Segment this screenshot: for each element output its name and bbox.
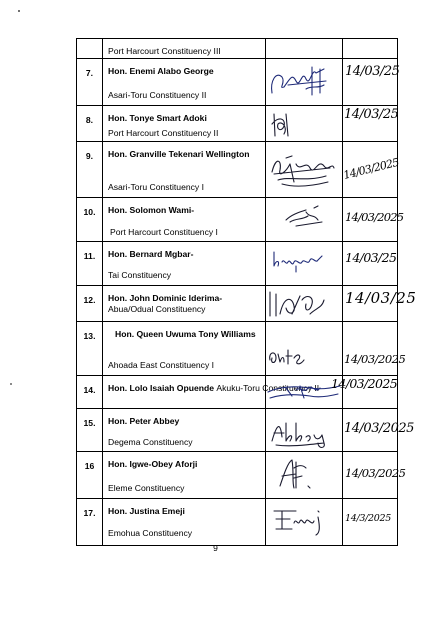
handwritten-date: 14/03/25 bbox=[345, 289, 417, 307]
handwritten-date: 14/03/25 bbox=[345, 64, 400, 79]
date-cell bbox=[343, 499, 398, 546]
table-row bbox=[77, 286, 398, 322]
constituency-text: Asari-Toru Constituency I bbox=[108, 182, 204, 192]
constituency-text: Port Harcourt Constituency II bbox=[108, 128, 219, 138]
page-number: 9 bbox=[213, 543, 218, 553]
handwritten-signature bbox=[266, 106, 342, 142]
handwritten-date: 14/03/2025 bbox=[345, 210, 404, 224]
handwritten-date: 14/03/2025 bbox=[345, 466, 406, 480]
member-cell bbox=[103, 322, 266, 376]
member-name: Hon. Queen Uwuma Tony Williams bbox=[115, 329, 256, 339]
signature-cell bbox=[266, 198, 343, 242]
handwritten-date: 14/03/2025 bbox=[342, 155, 400, 182]
member-cell bbox=[103, 409, 266, 452]
row-number-cell: 9. bbox=[77, 142, 103, 198]
handwritten-date: 14/03/2025 bbox=[344, 421, 414, 436]
constituency-text: Abua/Odual Constituency bbox=[108, 304, 206, 314]
signature-cell bbox=[266, 452, 343, 499]
table-row bbox=[77, 59, 398, 106]
constituency-text: Akuku-Toru Constituency II bbox=[216, 383, 320, 393]
constituency-text: Emohua Constituency bbox=[108, 528, 193, 538]
table-row bbox=[77, 242, 398, 286]
member-cell bbox=[103, 286, 266, 322]
member-name: Hon. Peter Abbey bbox=[108, 416, 180, 426]
date-cell bbox=[343, 242, 398, 286]
member-cell bbox=[103, 59, 266, 106]
handwritten-date: 14/03/2025 bbox=[344, 352, 406, 366]
scan-speck bbox=[10, 383, 12, 385]
table-row bbox=[77, 376, 398, 409]
table-row bbox=[77, 499, 398, 546]
signature-cell bbox=[266, 409, 343, 452]
signature-cell bbox=[266, 286, 343, 322]
row-number-cell: 16 bbox=[77, 452, 103, 499]
row-number-cell bbox=[77, 39, 103, 59]
row-number-cell: 7. bbox=[77, 59, 103, 106]
signature-cell bbox=[266, 106, 343, 142]
constituency-text: Eleme Constituency bbox=[108, 483, 185, 493]
row-number-cell: 14. bbox=[77, 376, 103, 409]
handwritten-signature bbox=[266, 142, 342, 198]
constituency-text: Port Harcourt Constituency I bbox=[110, 227, 218, 237]
handwritten-signature bbox=[266, 409, 342, 452]
date-cell bbox=[343, 286, 417, 322]
constituency-text: Degema Constituency bbox=[108, 437, 193, 447]
scan-speck bbox=[18, 10, 20, 12]
member-cell bbox=[103, 198, 266, 242]
handwritten-date: 14/03/2025 bbox=[331, 376, 398, 391]
date-cell bbox=[343, 452, 406, 499]
row-number-cell: 10. bbox=[77, 198, 103, 242]
handwritten-signature bbox=[266, 242, 342, 286]
member-cell bbox=[103, 499, 266, 546]
handwritten-signature bbox=[266, 499, 342, 546]
date-cell bbox=[343, 142, 398, 198]
member-cell bbox=[103, 242, 266, 286]
member-name: Hon. Justina Emeji bbox=[108, 506, 185, 516]
handwritten-signature bbox=[266, 198, 342, 242]
member-name: Hon. Tonye Smart Adoki bbox=[108, 113, 207, 123]
table-row bbox=[77, 39, 398, 59]
member-cell bbox=[103, 376, 320, 409]
constituency-text: Port Harcourt Constituency III bbox=[108, 46, 221, 56]
date-cell bbox=[343, 322, 406, 376]
signature-cell bbox=[266, 499, 343, 546]
member-name: Hon. Bernard Mgbar- bbox=[108, 249, 194, 259]
member-name: Hon. Granville Tekenari Wellington bbox=[108, 149, 250, 159]
signature-cell bbox=[266, 322, 343, 376]
signature-cell bbox=[266, 59, 343, 106]
constituency-text: Asari-Toru Constituency II bbox=[108, 90, 207, 100]
member-name: Hon. John Dominic Iderima- bbox=[108, 293, 223, 303]
handwritten-signature bbox=[266, 452, 342, 499]
handwritten-date: 14/03/25 bbox=[345, 250, 397, 265]
row-number-cell: 8. bbox=[77, 106, 103, 142]
row-number-cell: 13. bbox=[77, 322, 103, 376]
table-row bbox=[77, 142, 398, 198]
constituency-text: Tai Constituency bbox=[108, 270, 172, 280]
signature-cell bbox=[266, 242, 343, 286]
row-number-cell: 17. bbox=[77, 499, 103, 546]
row-number-cell: 11. bbox=[77, 242, 103, 286]
table-row bbox=[77, 106, 398, 142]
signature-table bbox=[76, 38, 417, 546]
member-name: Hon. Igwe-Obey Aforji bbox=[108, 459, 198, 469]
handwritten-date: 14/3/2025 bbox=[345, 513, 392, 524]
date-cell bbox=[331, 376, 398, 409]
member-cell bbox=[103, 452, 266, 499]
date-cell bbox=[343, 106, 398, 142]
member-name: Hon. Solomon Wami- bbox=[108, 205, 195, 215]
member-name: Hon. Lolo Isaiah Opuende Akuku-Toru Constituency II bbox=[108, 383, 320, 393]
date-cell bbox=[343, 39, 398, 59]
constituency-text: Ahoada East Constituency I bbox=[108, 360, 215, 370]
member-cell bbox=[103, 39, 266, 59]
signature-cell bbox=[266, 142, 343, 198]
table-row bbox=[77, 322, 398, 376]
date-cell bbox=[343, 409, 414, 452]
handwritten-signature bbox=[266, 286, 342, 322]
handwritten-signature bbox=[266, 59, 342, 106]
handwritten-signature bbox=[266, 322, 342, 376]
handwritten-date: 14/03/25 bbox=[344, 107, 399, 122]
row-number-cell: 15. bbox=[77, 409, 103, 452]
member-cell bbox=[103, 106, 266, 142]
table-row bbox=[77, 452, 398, 499]
signature-cell bbox=[266, 39, 343, 59]
member-name: Hon. Enemi Alabo George bbox=[108, 66, 214, 76]
row-number-cell: 12. bbox=[77, 286, 103, 322]
table-row bbox=[77, 198, 398, 242]
member-cell bbox=[103, 142, 266, 198]
date-cell bbox=[343, 59, 398, 106]
date-cell bbox=[343, 198, 404, 242]
table-row bbox=[77, 409, 398, 452]
